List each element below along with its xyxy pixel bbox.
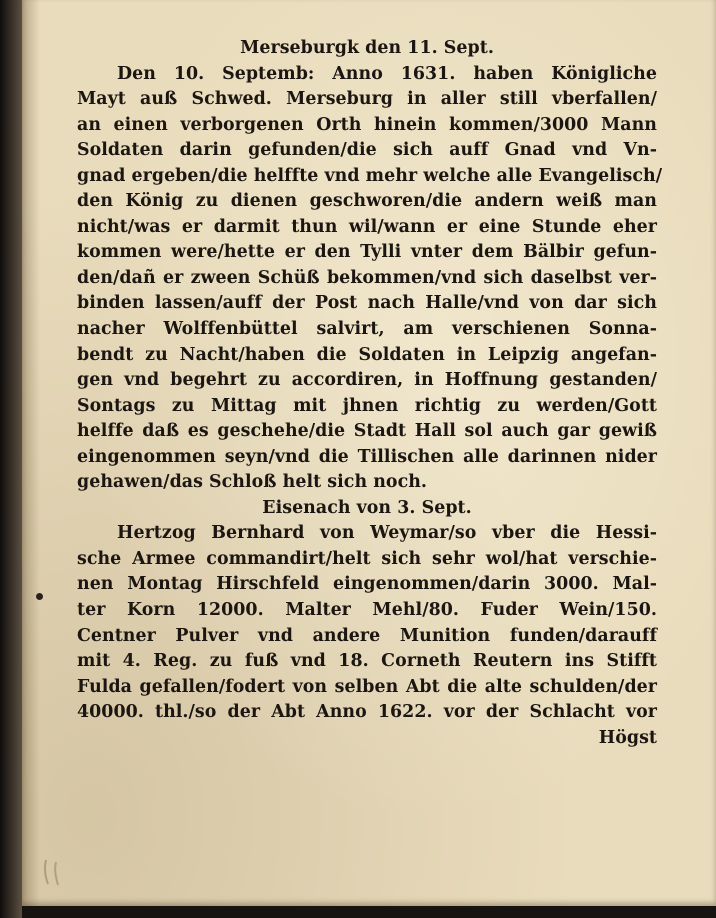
text-line: mit 4. Reg. zu fuß vnd 18. Corneth Reutern ins Stifft — [77, 651, 657, 672]
faint-margin-mark — [38, 854, 74, 890]
page-text-block — [77, 36, 663, 751]
text-line: eingenommen seyn/vnd die Tillischen alle darinnen nider — [77, 446, 657, 467]
text-line: 40000. thl./so der Abt Anno 1622. vor der Schlacht vor — [77, 702, 657, 723]
section-heading-merseburg: Merseburgk den 11. Sept. — [240, 38, 494, 58]
text-line: Centner Pulver vnd andere Munition funden/darauff — [77, 625, 657, 646]
text-line: sche Armee commandirt/helt sich sehr wol/hat verschie- — [77, 548, 657, 569]
text-line: binden lassen/auff der Post nach Halle/vnd von dar sich — [77, 293, 657, 314]
text-line: an einen verborgenen Orth hinein kommen/3000 Mann — [77, 114, 657, 135]
text-line: gehawen/das Schloß helt sich noch. — [77, 472, 428, 493]
text-line: bendt zu Nacht/haben die Soldaten in Leipzig angefan- — [77, 344, 657, 365]
text-line: Fulda gefallen/fodert von selben Abt die alte schulden/der — [77, 676, 657, 697]
text-line: gnad ergeben/die helffte vnd mehr welche alle Evangelisch/ — [77, 165, 663, 186]
text-line: Den 10. Septemb: Anno 1631. haben Königliche — [117, 63, 657, 84]
text-line: nen Montag Hirschfeld eingenommen/darin 3000. Mal- — [77, 574, 657, 595]
text-line: den König zu dienen geschworen/die andern weiß man — [77, 191, 657, 212]
text-line: ter Korn 12000. Malter Mehl/80. Fuder Wein/150. — [77, 600, 657, 621]
text-line: den/dañ er zween Schüß bekommen/vnd sich daselbst ver- — [77, 267, 657, 288]
text-line: kommen were/hette er den Tylli vnter dem Bälbir gefun- — [77, 242, 657, 263]
text-line: nicht/was er darmit thun wil/wann er eine Stunde eher — [77, 216, 657, 237]
text-line: Hertzog Bernhard von Weymar/so vber die Hessi- — [117, 523, 657, 544]
text-line: helffe daß es geschehe/die Stadt Hall sol auch gar gewiß — [77, 421, 657, 442]
book-binding-shadow — [0, 0, 22, 918]
text-line: Sontags zu Mittag mit jhnen richtig zu werden/Gott — [77, 395, 657, 416]
ink-blot — [36, 593, 43, 600]
catchword: Högst — [598, 727, 657, 748]
text-line: Soldaten darin gefunden/die sich auff Gnad vnd Vn- — [77, 140, 657, 161]
text-line: Mayt auß Schwed. Merseburg in aller still vberfallen/ — [77, 89, 657, 110]
text-line: nacher Wolffenbüttel salvirt, am verschienen Sonna- — [77, 319, 657, 340]
section-heading-eisenach: Eisenach von 3. Sept. — [262, 497, 472, 518]
text-line: gen vnd begehrt zu accordiren, in Hoffnung gestanden/ — [77, 370, 657, 391]
page-bottom-edge — [22, 906, 716, 918]
